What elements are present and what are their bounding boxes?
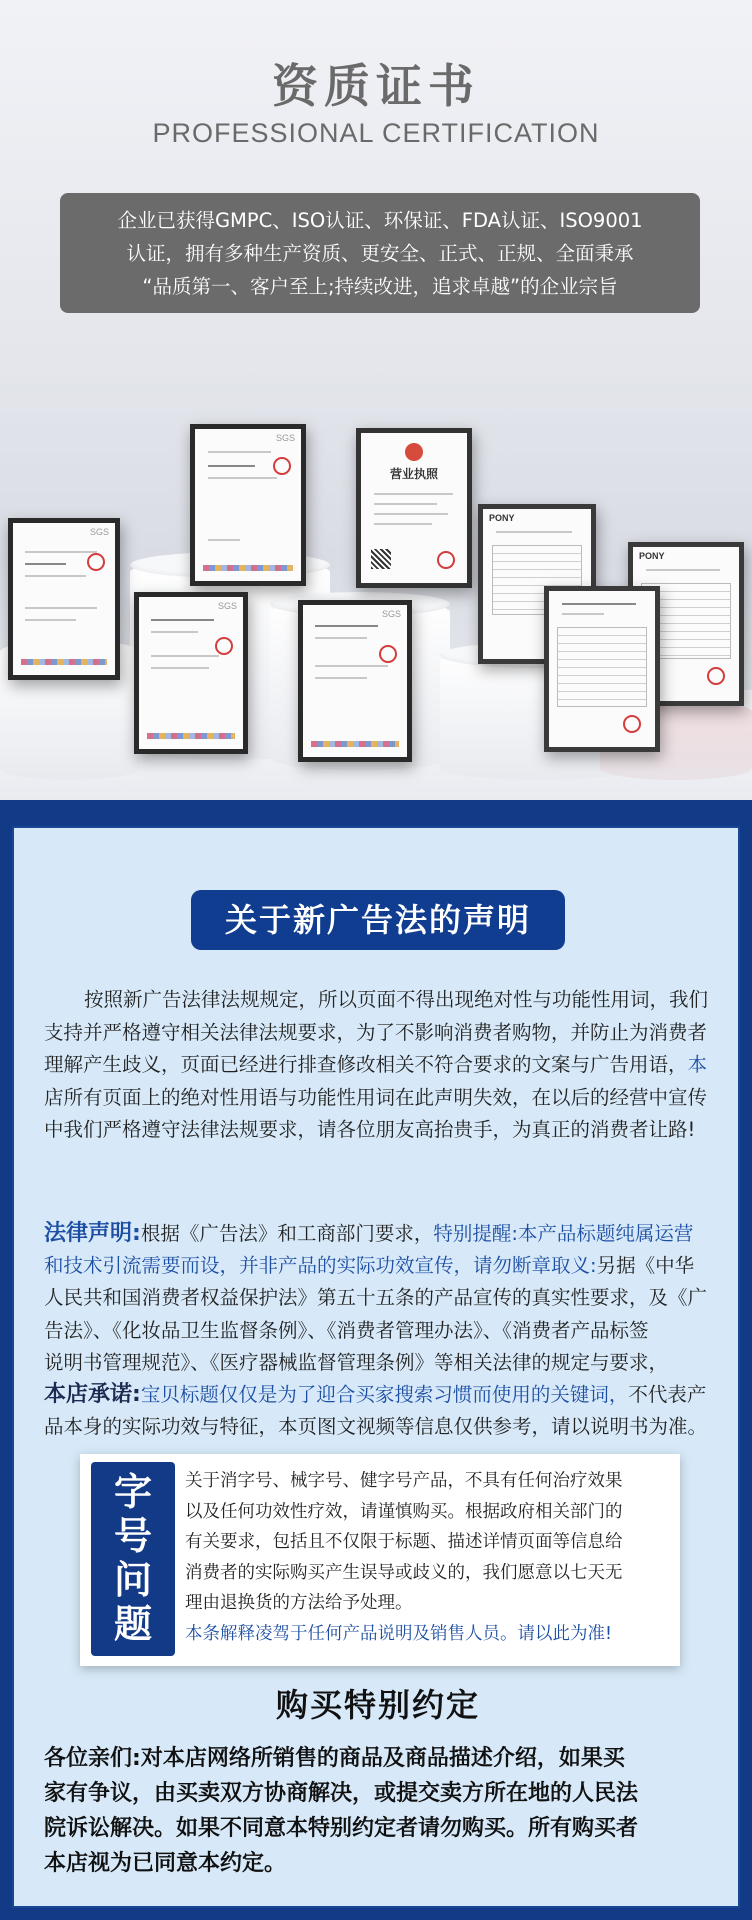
certificate-frame	[8, 518, 120, 680]
certification-note-line: 认证，拥有多种生产资质、更安全、正式、正规、全面秉承	[126, 242, 634, 265]
business-license	[361, 433, 467, 583]
sgs-mark-icon: SGS	[381, 609, 401, 619]
law-highlight: 和技术引流需要而设，并非产品的实际功效宣传，请勿断章取义:	[44, 1254, 597, 1278]
notice-tag-char: 号	[113, 1514, 152, 1558]
purchase-line	[44, 1741, 719, 1776]
certificate-ribbon	[203, 565, 292, 571]
certification-note	[60, 193, 700, 313]
notice-tag	[91, 1462, 175, 1656]
declaration-paragraph	[44, 984, 714, 1147]
notice-line: 理由退换货的方法给予处理。	[185, 1593, 413, 1613]
report-table	[557, 627, 646, 707]
declaration-panel	[12, 826, 740, 1908]
certification-title: 资质证书	[272, 59, 480, 113]
sgs-certificate	[139, 597, 243, 749]
certification-subtitle: PROFESSIONAL CERTIFICATION	[152, 118, 600, 148]
notice-line: 关于消字号、械字号、健字号产品，不具有任何治疗效果	[185, 1471, 623, 1491]
purchase-line: 本店视为已同意本约定。	[44, 1851, 287, 1876]
notice-line: 有关要求，包括且不仅限于标题、描述详情页面等信息给	[185, 1532, 623, 1552]
purchase-agreement-title: 购买特别约定	[275, 1686, 480, 1724]
certificate-ribbon	[147, 733, 234, 739]
seal-icon	[87, 553, 105, 571]
paragraph-text: 理解产生歧义，页面已经进行排查修改相关不符合要求的文案与广告用语，	[44, 1053, 688, 1076]
notice-tag-char: 题	[113, 1602, 152, 1646]
sgs-certificate	[303, 605, 407, 757]
certificate-frame	[356, 428, 472, 588]
law-line: 告法》、《化妆品卫生监督条例》、《消费者管理办法》、《消费者产品标签	[44, 1318, 649, 1342]
purchase-agreement-body	[44, 1741, 719, 1881]
law-statement-label: 法律声明:	[44, 1221, 141, 1246]
seal-icon	[623, 715, 641, 733]
law-line	[44, 1218, 719, 1250]
sgs-certificate	[13, 523, 115, 675]
sgs-mark-icon: SGS	[217, 601, 237, 611]
certificate-frame	[544, 586, 660, 752]
purchase-label: 各位亲们:	[44, 1746, 141, 1771]
law-text: 根据《广告法》和工商部门要求，	[140, 1222, 434, 1245]
promise-line	[44, 1379, 719, 1411]
certification-section	[0, 0, 752, 800]
law-line: 说明书管理规范》、《医疗器械监督管理条例》等相关法律的规定与要求，	[44, 1350, 669, 1374]
business-license-label: 营业执照	[389, 467, 438, 481]
promise-highlight: 宝贝标题仅仅是为了迎合买家搜索习惯而使用的关键词，	[140, 1383, 629, 1407]
law-statement-block	[44, 1218, 719, 1443]
seal-icon	[273, 457, 291, 475]
qr-code-icon	[371, 549, 391, 569]
notice-tag-char: 字	[113, 1470, 152, 1514]
store-promise-label: 本店承诺:	[44, 1382, 141, 1408]
declaration-section	[0, 800, 752, 1920]
certificate-frame	[298, 600, 412, 762]
declaration-heading: 关于新广告法的声明	[191, 890, 565, 950]
paragraph-line: 店所有页面上的绝对性用语与功能性用词在此声明失效，在以后的经营中宣传	[44, 1085, 708, 1109]
pony-logo-icon: PONY	[489, 513, 515, 523]
paragraph-line	[44, 1049, 714, 1082]
sgs-mark-icon: SGS	[89, 527, 109, 537]
notice-card	[80, 1454, 680, 1666]
paragraph-line: 支持并严格遵守相关法律法规要求，为了不影响消费者购物，并防止为消费者	[44, 1020, 708, 1044]
certificate-frame	[134, 592, 248, 754]
seal-icon	[215, 637, 233, 655]
paragraph-line: 按照新广告法律法规规定，所以页面不得出现绝对性与功能性用词，我们	[84, 988, 709, 1011]
notice-line: 以及任何功效性疗效，请谨慎购买。根据政府相关部门的	[185, 1501, 623, 1522]
law-line: 人民共和国消费者权益保护法》第五十五条的产品宣传的真实性要求，及《广	[44, 1286, 708, 1310]
promise-text: 不代表产	[628, 1383, 707, 1407]
purchase-line: 家有争议，由买卖双方协商解决，或提交卖方所在地的人民法	[44, 1781, 639, 1806]
seal-icon	[437, 551, 455, 569]
notice-line: 消费者的实际购买产生误导或歧义的，我们愿意以七天无	[185, 1562, 623, 1583]
certificate-ribbon	[311, 741, 398, 747]
certification-note-line: “品质第一、客户至上;持续改进，追求卓越”的企业宗旨	[142, 275, 618, 298]
paragraph-highlight: 本	[687, 1053, 708, 1076]
promise-line: 品本身的实际功效与特征，本页图文视频等信息仅供参考，请以说明书为准。	[44, 1415, 708, 1439]
seal-icon	[379, 645, 397, 663]
purchase-line: 院诉讼解决。如果不同意本特别约定者请勿购买。所有购买者	[44, 1816, 639, 1841]
certificate-ribbon	[21, 659, 107, 665]
certificate-frame	[190, 424, 306, 586]
sgs-mark-icon: SGS	[275, 433, 295, 443]
law-text: 另据《中华	[596, 1254, 695, 1278]
notice-text	[185, 1466, 665, 1649]
notice-tag-char: 问	[113, 1558, 152, 1602]
national-emblem-icon	[405, 443, 423, 461]
seal-icon	[707, 667, 725, 685]
paragraph-line: 中我们严格遵守法律法规要求，请各位朋友高抬贵手，为真正的消费者让路!	[44, 1118, 696, 1141]
certification-note-line: 企业已获得GMPC、ISO认证、环保证、FDA认证、ISO9001	[117, 209, 643, 232]
notice-footer: 本条解释凌驾于任何产品说明及销售人员。请以此为准!	[185, 1623, 613, 1644]
pony-logo-icon: PONY	[639, 551, 665, 561]
sgs-certificate	[195, 429, 301, 581]
purchase-text: 对本店网络所销售的商品及商品描述介绍，如果买	[140, 1746, 625, 1771]
law-line	[44, 1250, 719, 1282]
test-report	[549, 591, 655, 747]
law-highlight: 特别提醒:本产品标题纯属运营	[433, 1222, 694, 1245]
